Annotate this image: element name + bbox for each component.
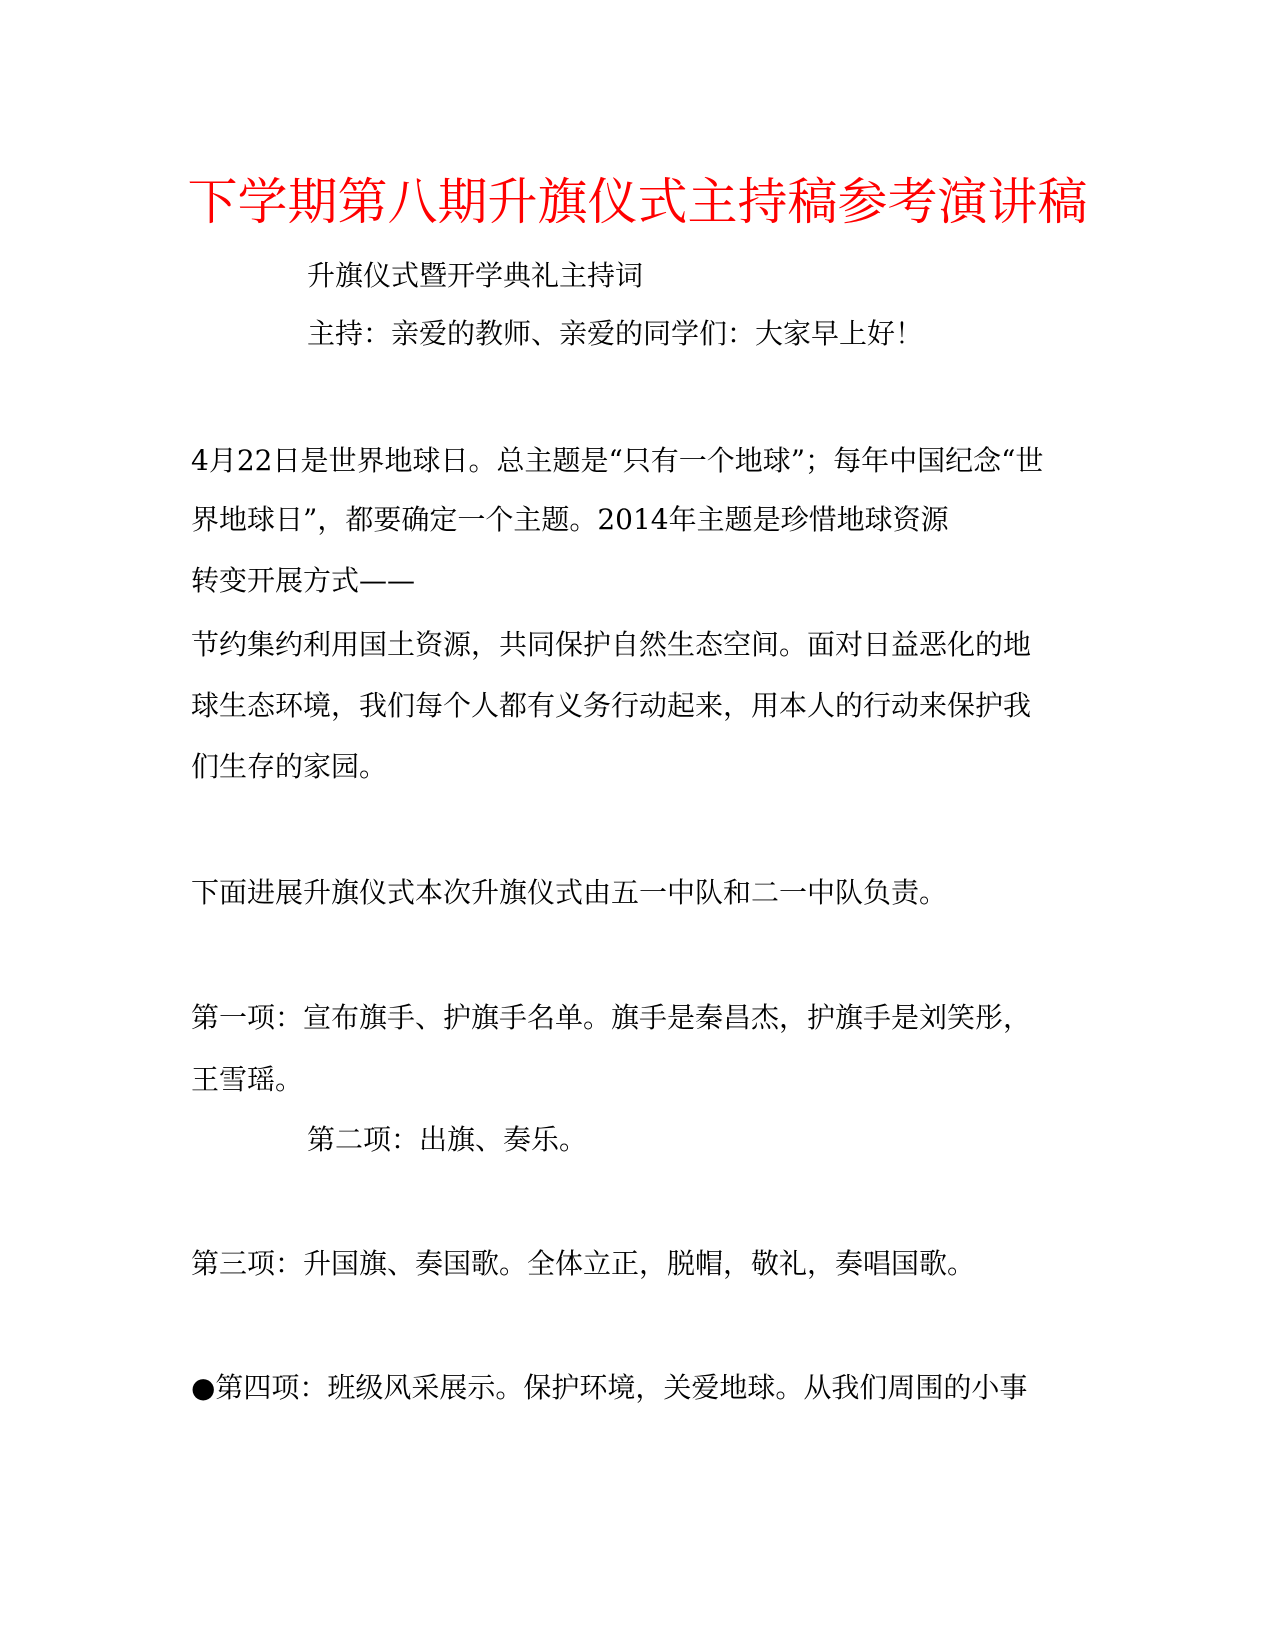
- paragraph-line: 第一项：宣布旗手、护旗手名单。旗手是秦昌杰，护旗手是刘笑彤，: [191, 1001, 1032, 1034]
- paragraph-line: 转变开展方式——: [191, 564, 416, 597]
- host-greeting-line: 主持：亲爱的教师、亲爱的同学们：大家早上好！: [307, 317, 924, 350]
- paragraph-line: 第三项：升国旗、奏国歌。全体立正，脱帽，敬礼，奏唱国歌。: [191, 1247, 976, 1280]
- paragraph-line: 4月22日是世界地球日。总主题是“只有一个地球”；每年中国纪念“世: [191, 444, 1044, 477]
- paragraph-line: 第二项：出旗、奏乐。: [307, 1123, 588, 1156]
- paragraph-line: ●第四项：班级风采展示。保护环境，关爱地球。从我们周围的小事: [191, 1371, 1028, 1404]
- paragraph-line: 王雪瑶。: [191, 1063, 304, 1096]
- paragraph-line: 界地球日”，都要确定一个主题。2014年主题是珍惜地球资源: [191, 503, 949, 536]
- document-title: 下学期第八期升旗仪式主持稿参考演讲稿: [187, 173, 1088, 231]
- paragraph-line: 们生存的家园。: [191, 750, 388, 783]
- paragraph-line: 球生态环境，我们每个人都有义务行动起来，用本人的行动来保护我: [191, 689, 1032, 722]
- paragraph-line: 下面进展升旗仪式本次升旗仪式由五一中队和二一中队负责。: [191, 876, 948, 909]
- paragraph-line: 节约集约利用国土资源，共同保护自然生态空间。面对日益恶化的地: [191, 628, 1032, 661]
- subtitle-line: 升旗仪式暨开学典礼主持词: [307, 259, 644, 292]
